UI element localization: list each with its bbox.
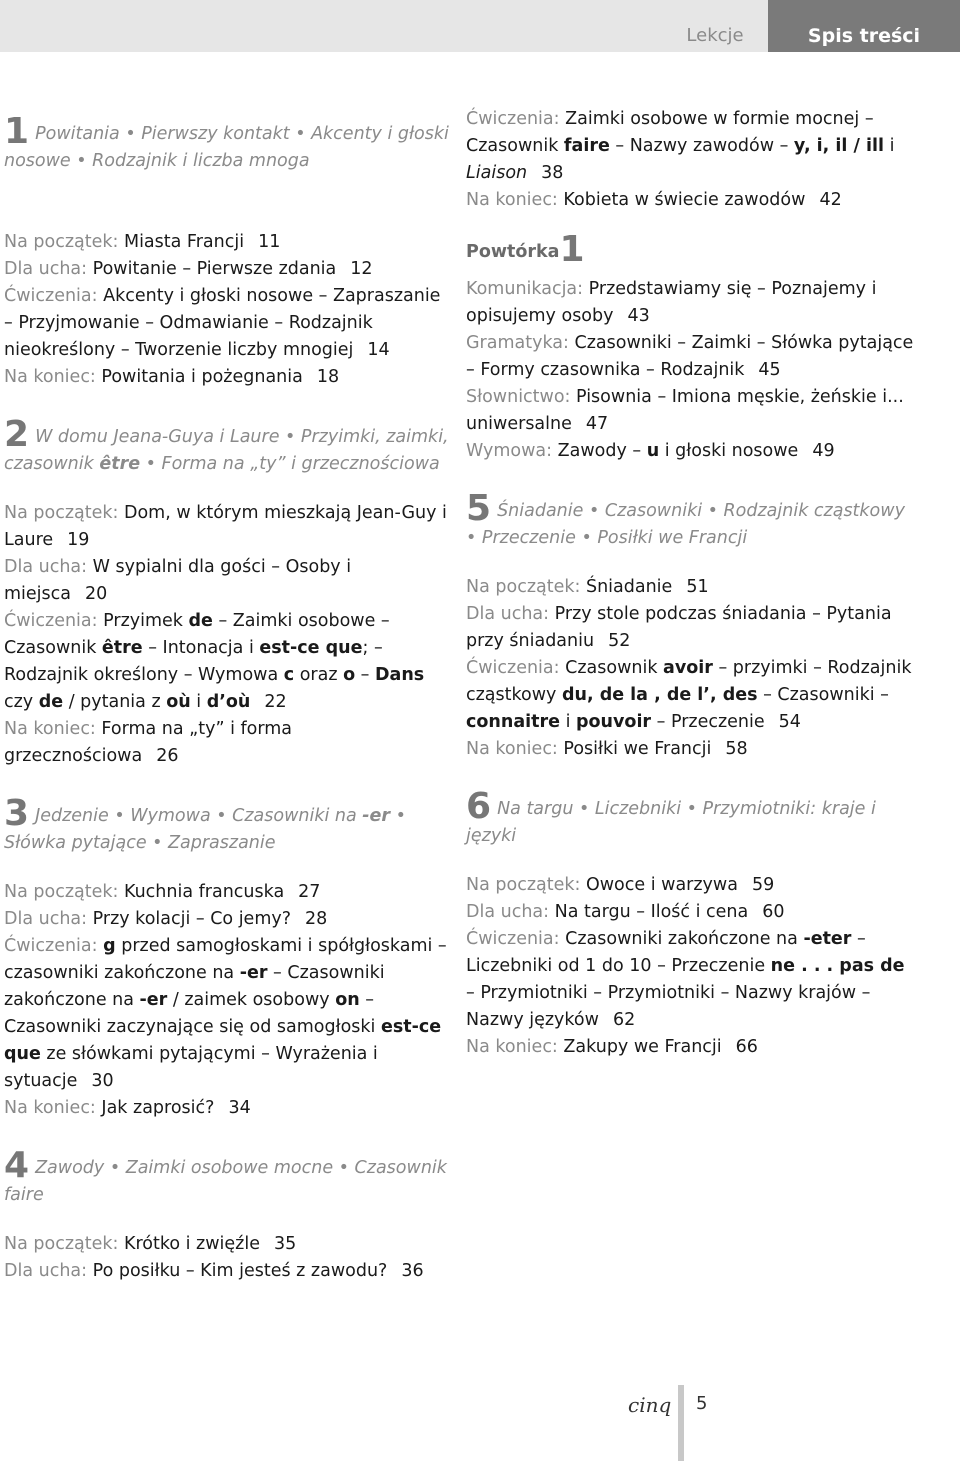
chapter-6-ear: Dla ucha: Na targu – Ilość i cena 60	[466, 902, 785, 922]
page-footer	[620, 1385, 820, 1461]
chapter-3-heading: 3 Jedzenie • Wymowa • Czasowniki na -er • Słówka pytające • Zapraszanie	[4, 793, 406, 853]
chapter-1-ear: Dla ucha: Powitanie – Pierwsze zdania 12	[4, 259, 373, 279]
chapter-1-start: Na początek: Miasta Francji 11	[4, 232, 281, 252]
page-number: 11	[258, 232, 281, 252]
chapter-6-end: Na koniec: Zakupy we Francji 66	[466, 1037, 758, 1057]
chapter-6-heading: 6 Na targu • Liczebniki • Przymiotniki: kraje i języki	[466, 786, 876, 846]
chapter-6-start: Na początek: Owoce i warzywa 59	[466, 875, 775, 895]
top-bar	[0, 0, 960, 52]
chapter-4-exercises: Ćwiczenia: Zaimki osobowe w formie mocnej – Czasownik faire – Nazwy zawodów – y, i, il / ill i Liaison 38	[466, 109, 895, 183]
chapter-3-exercises: Ćwiczenia: g przed samogłoskami i spółgłoskami – czasowniki zakończone na -er – Czasowniki zakończone na -er / zaimek osobowy on – Czasowniki zaczynające się od samogłoski est-ce que ze słówkami pytającymi – Wyrażenia i sytuacje 30	[4, 936, 447, 1091]
chapter-5-heading: 5 Śniadanie • Czasowniki • Rodzajnik cząstkowy • Przeczenie • Posiłki we Francji	[466, 488, 905, 548]
chapter-2-heading: 2 W domu Jeana-Guya i Laure • Przyimki, zaimki, czasownik être • Forma na „ty” i grzecznościowa	[4, 414, 449, 474]
chapter-5-exercises: Ćwiczenia: Czasownik avoir – przyimki – Rodzajnik cząstkowy du, de la , de l’, des – Czasowniki – connaitre i pouvoir – Przeczenie 54	[466, 658, 912, 732]
chapter-3-ear: Dla ucha: Przy kolacji – Co jemy? 28	[4, 909, 328, 929]
review-pronunciation: Wymowa: Zawody – u i głoski nosowe 49	[466, 441, 835, 461]
review-vocabulary: Słownictwo: Pisownia – Imiona męskie, żeńskie i... uniwersalne 47	[466, 387, 904, 434]
chapter-4-heading: 4 Zawody • Zaimki osobowe mocne • Czasownik faire	[4, 1145, 447, 1205]
chapter-2-exercises: Ćwiczenia: Przyimek de – Zaimki osobowe – Czasownik être – Intonacja i est-ce que; – Rodzajnik określony – Wymowa c oraz o – Dans czy de / pytania z où i d’où 22	[4, 611, 425, 712]
chapter-1-end: Na koniec: Powitania i pożegnania 18	[4, 367, 340, 387]
tab-table-of-contents[interactable]: Spis treści	[768, 0, 960, 52]
chapter-4-ear: Dla ucha: Po posiłku – Kim jesteś z zawodu? 36	[4, 1261, 424, 1281]
chapter-6-exercises: Ćwiczenia: Czasowniki zakończone na -eter – Liczebniki od 1 do 10 – Przeczenie ne . . . pas de – Przymiotniki – Przymiotniki – Nazwy krajów – Nazwy języków 62	[466, 929, 905, 1030]
review-communication: Komunikacja: Przedstawiamy się – Poznajemy i opisujemy osoby 43	[466, 279, 877, 326]
chapter-number: 1	[4, 111, 30, 152]
right-column	[466, 106, 916, 1061]
chapter-2-start: Na początek: Dom, w którym mieszkają Jean-Guy i Laure 19	[4, 503, 447, 550]
chapter-title: Powitania • Pierwszy kontakt • Akcenty i głoski nosowe • Rodzajnik i liczba mnoga	[4, 124, 449, 171]
left-column	[4, 111, 454, 1285]
chapter-3-start: Na początek: Kuchnia francuska 27	[4, 882, 321, 902]
chapter-2-end: Na koniec: Forma na „ty” i forma grzecznościowa 26	[4, 719, 293, 766]
page-word: cinq	[628, 1393, 672, 1417]
chapter-1-exercises: Ćwiczenia: Akcenty i głoski nosowe – Zapraszanie – Przyjmowanie – Odmawianie – Rodzajnik nieokreślony – Tworzenie liczby mnogiej 14	[4, 286, 441, 360]
chapter-1-heading	[4, 111, 454, 175]
chapter-3-end: Na koniec: Jak zaprosić? 34	[4, 1098, 251, 1118]
review-grammar: Gramatyka: Czasowniki – Zaimki – Słówka pytające – Formy czasownika – Rodzajnik 45	[466, 333, 914, 380]
chapter-5-start: Na początek: Śniadanie 51	[466, 577, 709, 597]
chapter-4-end: Na koniec: Kobieta w świecie zawodów 42	[466, 190, 842, 210]
page-number: 5	[696, 1393, 708, 1414]
chapter-5-end: Na koniec: Posiłki we Francji 58	[466, 739, 748, 759]
chapter-2-ear: Dla ucha: W sypialni dla gości – Osoby i miejsca 20	[4, 557, 352, 604]
review-1-heading: Powtórka1	[466, 229, 585, 270]
chapter-5-ear: Dla ucha: Przy stole podczas śniadania – Pytania przy śniadaniu 52	[466, 604, 892, 651]
footer-divider	[678, 1385, 684, 1461]
chapter-4-start: Na początek: Krótko i zwięźle 35	[4, 1234, 297, 1254]
tab-lessons[interactable]: Lekcje	[686, 25, 744, 46]
